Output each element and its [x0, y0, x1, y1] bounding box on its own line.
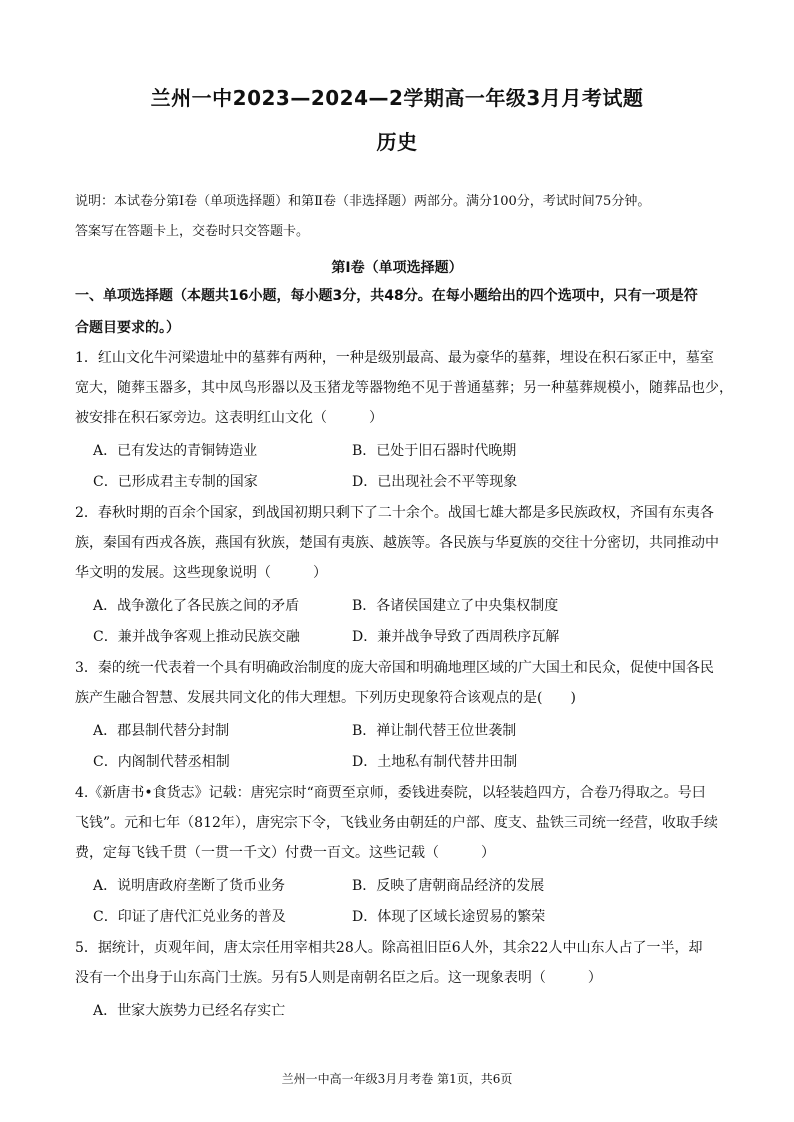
- question-2-option-d: D．兼并战争导致了西周秩序瓦解: [352, 629, 560, 645]
- question-1-text: 被安排在积石冢旁边。这表明红山文化（ ）: [75, 410, 383, 426]
- question-3-option-a: A．郡县制代替分封制: [93, 723, 230, 739]
- question-2-text: 2．春秋时期的百余个国家，到战国初期只剩下了二十余个。战国七雄大都是多民族政权，齐国有东夷各: [75, 505, 714, 521]
- part-heading: 合题目要求的。）: [75, 320, 180, 336]
- instruction-line: 说明：本试卷分第Ⅰ卷（单项选择题）和第Ⅱ卷（非选择题）两部分。满分100分，考试时间75分钟。: [75, 194, 651, 209]
- question-4-option-a: A．说明唐政府垄断了货币业务: [93, 878, 286, 894]
- page-footer: 兰州一中高一年级3月月考卷 第1页，共6页: [281, 1072, 513, 1086]
- question-3-text: 族产生融合智慧、发展共同文化的伟大理想。下列历史现象符合该观点的是( ): [75, 690, 576, 706]
- part-heading: 一、单项选择题（本题共16小题，每小题3分，共48分。在每小题给出的四个选项中，只有一项是符: [75, 288, 698, 304]
- question-3-option-d: D．土地私有制代替井田制: [352, 754, 518, 770]
- question-4-option-c: C．印证了唐代汇兑业务的普及: [93, 909, 286, 925]
- question-4-text: 飞钱”。元和七年（812年），唐宪宗下令，飞钱业务由朝廷的户部、度支、盐铁三司统一经营，收取手续: [75, 815, 718, 831]
- question-4-text: 费，定每飞钱千贯（一贯一千文）付费一百文。这些记载（ ）: [75, 845, 495, 861]
- question-5-text: 5．据统计，贞观年间，唐太宗任用宰相共28人。除高祖旧臣6人外，其余22人中山东人占了一半，却: [75, 940, 703, 956]
- question-4-option-d: D．体现了区域长途贸易的繁荣: [352, 909, 546, 925]
- question-1-option-c: C．已形成君主专制的国家: [93, 474, 258, 490]
- question-3-text: 3．秦的统一代表着一个具有明确政治制度的庞大帝国和明确地理区域的广大国土和民众，促使中国各民: [75, 660, 714, 676]
- question-2-text: 族，秦国有西戎各族，燕国有狄族，楚国有夷族、越族等。各民族与华夏族的交往十分密切，共同推动中: [75, 535, 719, 551]
- question-2-text: 华文明的发展。这些现象说明（ ）: [75, 565, 327, 581]
- question-1-text: 宽大，随葬玉器多，其中凤鸟形器以及玉猪龙等器物绝不见于普通墓葬；另一种墓葬规模小，随葬品也少，: [75, 380, 733, 396]
- section-title: 第Ⅰ卷（单项选择题）: [331, 260, 463, 276]
- question-2-option-c: C．兼并战争客观上推动民族交融: [93, 629, 300, 645]
- question-1-text: 1．红山文化牛河梁遗址中的墓葬有两种，一种是级别最高、最为豪华的墓葬，埋设在积石冢正中，墓室: [75, 350, 714, 366]
- exam-title: 兰州一中2023—2024—2学期高一年级3月月考试题: [150, 86, 644, 110]
- question-5-text: 没有一个出身于山东高门士族。另有5人则是南朝名臣之后。这一现象表明（ ）: [75, 970, 602, 986]
- question-3-option-b: B．禅让制代替王位世袭制: [352, 723, 517, 739]
- question-2-option-a: A．战争激化了各民族之间的矛盾: [93, 598, 300, 614]
- question-4-text: 4.《新唐书•食货志》记载：唐宪宗时“商贾至京师，委钱进奏院，以轻装趋四方，合卷乃得取之。号曰: [75, 785, 706, 801]
- exam-subject: 历史: [376, 130, 418, 154]
- question-1-option-d: D．已出现社会不平等现象: [352, 474, 518, 490]
- question-5-option-a: A．世家大族势力已经名存实亡: [93, 1003, 286, 1019]
- question-1-option-a: A．已有发达的青铜铸造业: [93, 443, 258, 459]
- question-2-option-b: B．各诸侯国建立了中央集权制度: [352, 598, 559, 614]
- question-4-option-b: B．反映了唐朝商品经济的发展: [352, 878, 545, 894]
- instruction-line: 答案写在答题卡上，交卷时只交答题卡。: [75, 224, 310, 239]
- question-3-option-c: C．内阁制代替丞相制: [93, 754, 230, 770]
- question-1-option-b: B．已处于旧石器时代晚期: [352, 443, 517, 459]
